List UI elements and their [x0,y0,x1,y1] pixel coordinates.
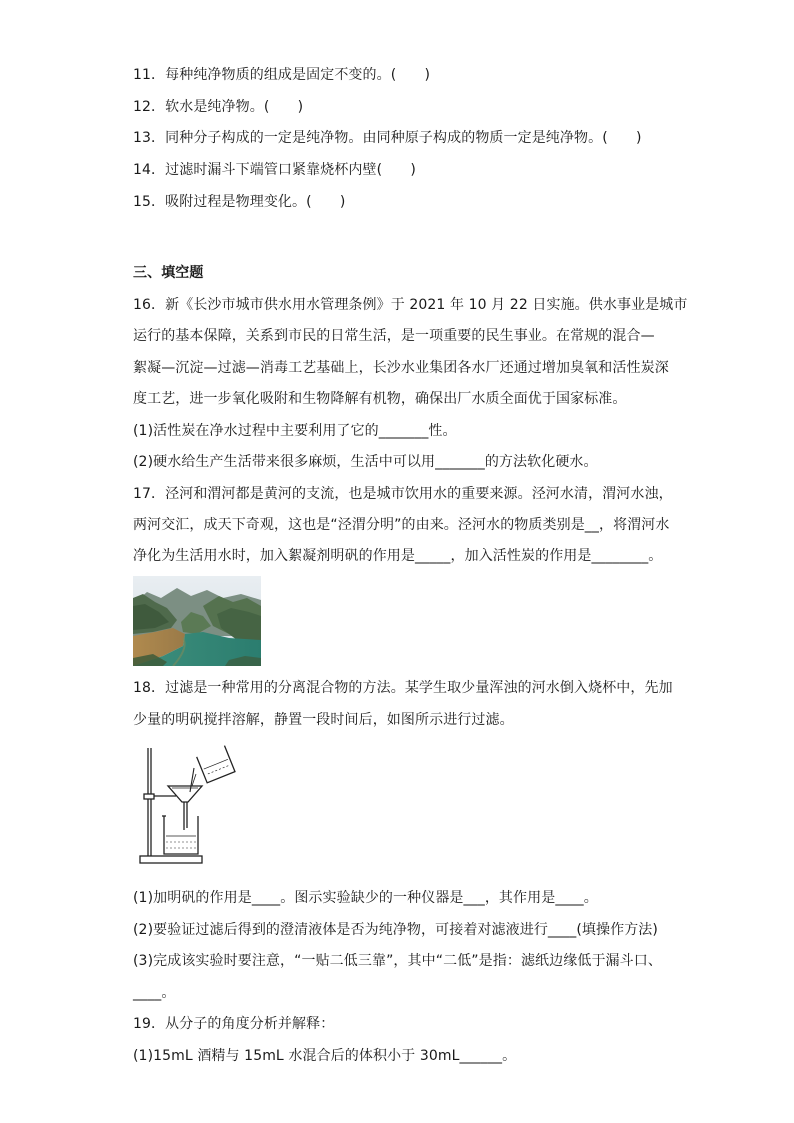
filtration-apparatus-diagram [136,744,238,866]
q16-line: 度工艺，进一步氧化吸附和生物降解有机物，确保出厂水质全面优于国家标准。 [133,391,627,407]
q18-line: 18．过滤是一种常用的分离混合物的方法。某学生取少量浑浊的河水倒入烧杯中，先加 [133,680,673,696]
q18-subquestion-3-cont: ____。 [133,985,176,1001]
q17-line: 两河交汇，成天下奇观，这也是“泾渭分明”的由来。泾河水的物质类别是__，将渭河水 [133,517,670,533]
q18-subquestion-1: (1)加明矾的作用是____。图示实验缺少的一种仪器是___，其作用是____。 [133,890,598,906]
pouring-beaker [197,746,235,783]
question-11: 11．每种纯净物质的组成是固定不变的。( ) [133,67,431,83]
river-confluence-photo [133,576,261,666]
q18-subquestion-3: (3)完成该实验时要注意，“一贴二低三靠”，其中“二低”是指：滤纸边缘低于漏斗口、 [133,953,662,969]
q16-subquestion-2: (2)硬水给生产生活带来很多麻烦，生活中可以用_______的方法软化硬水。 [133,454,598,470]
q17-line: 净化为生活用水时，加入絮凝剂明矾的作用是_____，加入活性炭的作用是________。 [133,548,663,564]
q16-line: 运行的基本保障，关系到市民的日常生活，是一项重要的民生事业。在常规的混合— [133,328,655,344]
beaker [164,816,198,854]
question-15: 15．吸附过程是物理变化。( ) [133,194,346,210]
q19-subquestion-1: (1)15mL 酒精与 15mL 水混合后的体积小于 30mL______。 [133,1048,517,1064]
q16-line: 16．新《长沙市城市供水用水管理条例》于 2021 年 10 月 22 日实施。供水事业是城市 [133,297,688,313]
section-heading-fill-in: 三、填空题 [133,265,204,281]
q17-line: 17．泾河和渭河都是黄河的支流，也是城市饮用水的重要来源。泾河水清，渭河水浊， [133,486,673,502]
funnel [168,786,202,802]
q16-line: 絮凝—沉淀—过滤—消毒工艺基础上，长沙水业集团各水厂还通过增加臭氧和活性炭深 [133,360,669,376]
q18-subquestion-2: (2)要验证过滤后得到的澄清液体是否为纯净物，可接着对滤液进行____(填操作方法) [133,922,658,938]
question-14: 14．过滤时漏斗下端管口紧靠烧杯内壁( ) [133,162,416,178]
glass-rod [190,768,194,792]
q18-line: 少量的明矾搅拌溶解，静置一段时间后，如图所示进行过滤。 [133,712,514,728]
stand-base [140,856,202,863]
q16-subquestion-1: (1)活性炭在净水过程中主要利用了它的_______性。 [133,423,457,439]
q19-line: 19．从分子的角度分析并解释： [133,1016,335,1032]
question-12: 12．软水是纯净物。( ) [133,99,304,115]
question-13: 13．同种分子构成的一定是纯净物。由同种原子构成的物质一定是纯净物。( ) [133,130,642,146]
